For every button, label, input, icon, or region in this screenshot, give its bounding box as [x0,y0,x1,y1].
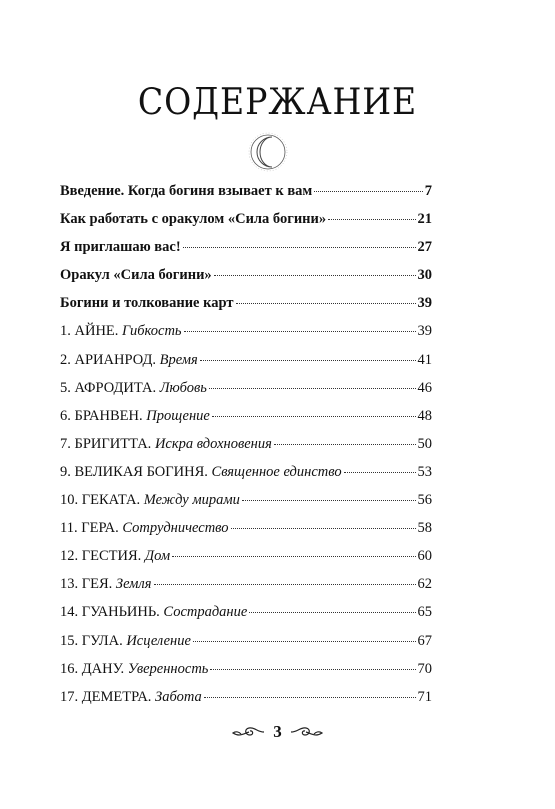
toc-entry-name: Я приглашаю вас! [60,239,181,256]
toc-entry [60,464,432,492]
toc-entry-title [60,633,191,650]
dot-leader [328,219,415,220]
toc-entry-name: Введение. Когда богиня взывает к вам [60,183,313,199]
toc-entry [60,548,432,576]
dot-leader [214,275,416,276]
toc-entry-subtitle: Сотрудничество [122,520,229,537]
toc-entry-page: 50 [417,435,432,452]
toc-entry-page: 46 [417,379,432,396]
table-of-contents [60,183,432,717]
toc-entry-subtitle: Забота [155,688,202,705]
toc-entry-subtitle: Любовь [159,379,207,396]
toc-entry-name: 13. ГЕЯ. [60,576,113,593]
toc-entry [60,408,432,436]
toc-entry-page: 67 [417,632,432,649]
toc-entry-title [60,239,181,256]
page-footer [0,722,555,742]
toc-entry-page: 7 [424,183,432,199]
toc-entry-subtitle: Время [159,351,198,368]
toc-entry-page: 39 [417,323,432,340]
toc-entry-title [60,604,247,621]
toc-entry-name: 12. ГЕСТИЯ. [60,548,142,565]
toc-entry-title [60,520,229,537]
toc-entry-title [60,323,182,340]
dot-leader [274,444,416,445]
toc-entry-name: Как работать с оракулом «Сила богини» [60,211,327,228]
flourish-right-icon [290,725,324,739]
toc-entry [60,267,432,295]
crescent-moon-icon [246,130,290,174]
toc-entry-page: 70 [417,660,432,677]
toc-entry-subtitle: Исцеление [126,632,191,649]
toc-entry [60,492,432,520]
toc-entry [60,633,432,661]
dot-leader [193,641,416,642]
toc-entry [60,352,432,380]
toc-entry-title [60,352,198,369]
toc-entry-page: 53 [417,463,432,480]
page-title: СОДЕРЖАНИЕ [137,82,418,123]
toc-entry-subtitle: Священное единство [211,463,342,480]
toc-entry-name: 15. ГУЛА. [60,632,123,649]
dot-leader [314,191,422,192]
toc-entry-name: 16. ДАНУ. [60,660,125,677]
toc-entry-name: 10. ГЕКАТА. [60,492,141,509]
toc-entry-name: Богини и толкование карт [60,295,234,312]
toc-entry-page: 58 [417,520,432,537]
toc-entry [60,323,432,351]
toc-entry-name: 14. ГУАНЬИНЬ. [60,604,160,621]
toc-entry-page: 71 [417,688,432,705]
toc-entry-name: 1. АЙНЕ. [60,323,119,340]
toc-entry-name: 7. БРИГИТТА. [60,435,152,452]
toc-entry-title [60,548,170,565]
toc-entry [60,211,432,239]
toc-entry-title [60,211,326,228]
toc-entry [60,436,432,464]
toc-entry-subtitle: Прощение [146,407,210,424]
dot-leader [204,697,416,698]
toc-entry-title [60,295,234,312]
toc-entry-page: 30 [417,267,432,284]
toc-entry-title [60,436,272,453]
dot-leader [172,556,415,557]
toc-entry-page: 62 [417,576,432,593]
toc-entry [60,689,432,717]
dot-leader [209,388,416,389]
page-number: 3 [273,722,282,741]
dot-leader [231,528,416,529]
dot-leader [344,472,416,473]
toc-entry-subtitle: Уверенность [127,660,209,677]
toc-entry-name: 9. ВЕЛИКАЯ БОГИНЯ. [60,463,208,480]
toc-entry-subtitle: Сострадание [163,604,248,621]
dot-leader [236,303,416,304]
dot-leader [242,500,416,501]
toc-entry [60,576,432,604]
toc-entry [60,520,432,548]
toc-entry-title [60,267,212,284]
toc-entry-name: 5. АФРОДИТА. [60,379,157,396]
toc-entry-title [60,408,210,425]
toc-entry [60,380,432,408]
toc-entry-page: 48 [417,407,432,424]
toc-entry [60,661,432,689]
flourish-left-icon [231,725,265,739]
toc-entry-page: 27 [417,239,432,256]
toc-entry-name: Оракул «Сила богини» [60,267,212,284]
toc-entry [60,295,432,323]
toc-entry-page: 41 [417,351,432,368]
toc-entry-title [60,464,342,481]
dot-leader [249,612,415,613]
dot-leader [154,584,416,585]
toc-entry-title [60,576,152,593]
toc-entry-title [60,380,207,397]
toc-entry-subtitle: Дом [144,548,171,565]
dot-leader [210,669,415,670]
toc-entry-title [60,183,312,200]
dot-leader [200,360,416,361]
dot-leader [184,331,416,332]
toc-entry-page: 60 [417,548,432,565]
toc-entry-title [60,689,202,706]
toc-entry-subtitle: Искра вдохновения [154,435,272,452]
toc-entry-name: 2. АРИАНРОД. [60,351,156,368]
toc-entry-subtitle: Гибкость [122,323,182,340]
toc-entry-page: 21 [417,211,432,228]
toc-entry-page: 65 [417,604,432,621]
toc-entry-subtitle: Между мирами [143,492,240,509]
toc-entry-name: 11. ГЕРА. [60,520,119,537]
toc-entry-page: 39 [417,295,432,312]
toc-entry-subtitle: Земля [115,576,152,593]
dot-leader [183,247,416,248]
toc-entry-name: 6. БРАНВЕН. [60,407,143,424]
dot-leader [212,416,416,417]
toc-entry-page: 56 [417,492,432,509]
toc-entry [60,604,432,632]
toc-entry-name: 17. ДЕМЕТРА. [60,688,152,705]
toc-entry-title [60,492,240,509]
toc-entry [60,183,432,211]
toc-entry-title [60,661,208,678]
toc-entry [60,239,432,267]
